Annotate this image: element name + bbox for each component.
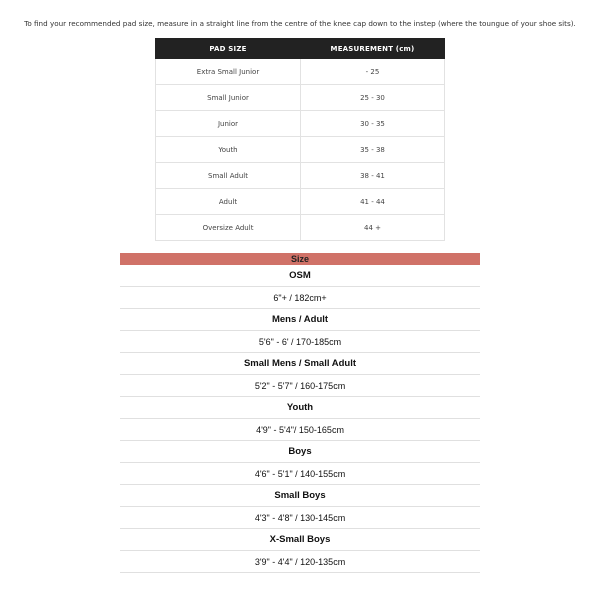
size-value-cell: 5'2" - 5'7" / 160-175cm bbox=[120, 375, 480, 397]
size-value-cell: 6"+ / 182cm+ bbox=[120, 287, 480, 309]
size-value-row bbox=[120, 287, 480, 309]
measurement-cell: 38 - 41 bbox=[301, 163, 445, 189]
table-row bbox=[156, 111, 445, 137]
table-row bbox=[156, 85, 445, 111]
pad-size-cell: Oversize Adult bbox=[156, 215, 301, 241]
table-row bbox=[156, 59, 445, 85]
table-row bbox=[156, 163, 445, 189]
table-row bbox=[156, 137, 445, 163]
measurement-cell: 35 - 38 bbox=[301, 137, 445, 163]
size-label-row bbox=[120, 309, 480, 331]
size-value-row bbox=[120, 507, 480, 529]
size-label-cell: Small Boys bbox=[120, 485, 480, 507]
size-value-cell: 3'9" - 4'4" / 120-135cm bbox=[120, 551, 480, 573]
measurement-cell: 44 + bbox=[301, 215, 445, 241]
size-label-row bbox=[120, 529, 480, 551]
size-value-cell: 4'3" - 4'8" / 130-145cm bbox=[120, 507, 480, 529]
size-value-cell: 4'6" - 5'1" / 140-155cm bbox=[120, 463, 480, 485]
measurement-cell: 30 - 35 bbox=[301, 111, 445, 137]
size-value-row bbox=[120, 551, 480, 573]
size-label-cell: Small Mens / Small Adult bbox=[120, 353, 480, 375]
table-row bbox=[156, 189, 445, 215]
table-row bbox=[156, 215, 445, 241]
pad-table-header-row bbox=[156, 39, 445, 59]
size-value-row bbox=[120, 331, 480, 353]
pad-size-cell: Extra Small Junior bbox=[156, 59, 301, 85]
size-label-row bbox=[120, 353, 480, 375]
size-value-row bbox=[120, 463, 480, 485]
pad-size-cell: Youth bbox=[156, 137, 301, 163]
size-label-row bbox=[120, 397, 480, 419]
pad-size-cell: Adult bbox=[156, 189, 301, 215]
size-value-cell: 4'9" - 5'4"/ 150-165cm bbox=[120, 419, 480, 441]
pad-size-column-header: PAD SIZE bbox=[156, 39, 301, 59]
size-label-cell: Youth bbox=[120, 397, 480, 419]
size-label-cell: X-Small Boys bbox=[120, 529, 480, 551]
size-table-header-row bbox=[120, 253, 480, 265]
size-table bbox=[120, 253, 480, 573]
pad-size-cell: Small Adult bbox=[156, 163, 301, 189]
size-label-cell: Boys bbox=[120, 441, 480, 463]
measurement-column-header: MEASUREMENT (cm) bbox=[301, 39, 445, 59]
size-label-cell: OSM bbox=[120, 265, 480, 287]
measurement-cell: 41 - 44 bbox=[301, 189, 445, 215]
size-label-row bbox=[120, 485, 480, 507]
size-label-row bbox=[120, 265, 480, 287]
measurement-cell: - 25 bbox=[301, 59, 445, 85]
size-value-row bbox=[120, 375, 480, 397]
size-value-row bbox=[120, 419, 480, 441]
size-column-header: Size bbox=[120, 253, 480, 265]
pad-size-table bbox=[155, 38, 445, 241]
size-value-cell: 5'6" - 6' / 170-185cm bbox=[120, 331, 480, 353]
measurement-cell: 25 - 30 bbox=[301, 85, 445, 111]
size-label-row bbox=[120, 441, 480, 463]
pad-size-cell: Small Junior bbox=[156, 85, 301, 111]
size-label-cell: Mens / Adult bbox=[120, 309, 480, 331]
intro-text: To find your recommended pad size, measure in a straight line from the centre of the knee cap down to the instep (where the toungue of your shoe sits). bbox=[24, 19, 576, 28]
pad-size-cell: Junior bbox=[156, 111, 301, 137]
